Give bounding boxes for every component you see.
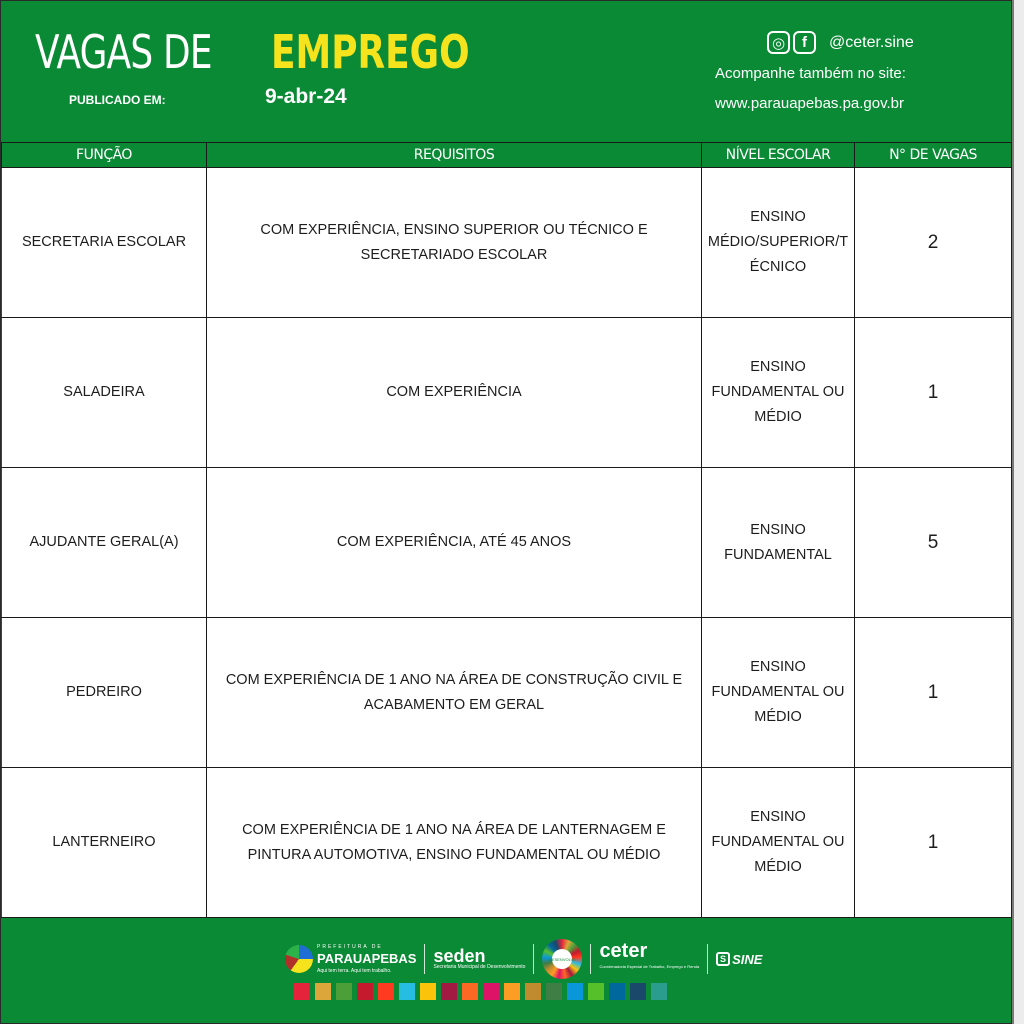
- logo-divider: [590, 944, 591, 974]
- table-row: [2, 468, 1012, 618]
- column-header-funcao: FUNÇÃO: [2, 143, 207, 168]
- cell-requisitos: COM EXPERIÊNCIA: [207, 318, 702, 468]
- site-link[interactable]: www.parauapebas.pa.gov.br: [715, 95, 905, 112]
- logo-divider: [707, 944, 708, 974]
- sdg-goal-1-icon: [294, 983, 310, 1000]
- sdg-goals-strip: [294, 983, 667, 1000]
- cell-requisitos: COM EXPERIÊNCIA, ATÉ 45 ANOS: [207, 468, 702, 618]
- cell-nivel-escolar: ENSINO FUNDAMENTAL OU MÉDIO: [702, 318, 855, 468]
- sine-logo: [716, 952, 762, 967]
- cell-funcao: PEDREIRO: [2, 618, 207, 768]
- title-emprego: EMPREGO: [271, 25, 470, 79]
- desenvolve-label: DESENVOLVE: [552, 949, 572, 969]
- header: [1, 1, 1011, 141]
- sdg-goal-17-icon: [630, 983, 646, 1000]
- partner-logos: [285, 939, 762, 979]
- cell-requisitos: COM EXPERIÊNCIA DE 1 ANO NA ÁREA DE LANTERNAGEM E PINTURA AUTOMOTIVA, ENSINO FUNDAMENTAL OU MÉDIO: [207, 768, 702, 918]
- parauapebas-slogan: Aqui tem terra. Aqui tem trabalho.: [317, 968, 392, 974]
- table-row: [2, 618, 1012, 768]
- sdg-goal-3-icon: [336, 983, 352, 1000]
- sdg-goal-14-icon: [567, 983, 583, 1000]
- published-label: PUBLICADO EM:: [69, 93, 166, 107]
- cell-funcao: SECRETARIA ESCOLAR: [2, 168, 207, 318]
- cell-vagas: 2: [855, 168, 1012, 318]
- logo-divider: [424, 944, 425, 974]
- cell-funcao: AJUDANTE GERAL(A): [2, 468, 207, 618]
- table-row: [2, 768, 1012, 918]
- sdg-goal-18-icon: [651, 983, 667, 1000]
- sine-s-icon: S: [716, 952, 730, 966]
- sine-name: SINE: [732, 951, 763, 967]
- instagram-icon[interactable]: ◎: [767, 31, 790, 54]
- footer-logos: [1, 919, 1011, 1023]
- seden-sub: Secretaria Municipal de Desenvolvimento: [433, 964, 526, 970]
- sdg-goal-4-icon: [357, 983, 373, 1000]
- facebook-icon[interactable]: f: [793, 31, 816, 54]
- sdg-goal-11-icon: [504, 983, 520, 1000]
- page-edge-scrollbar: [1012, 0, 1024, 1024]
- cell-nivel-escolar: ENSINO FUNDAMENTAL OU MÉDIO: [702, 618, 855, 768]
- cell-vagas: 1: [855, 618, 1012, 768]
- column-header-nivel-escolar: NÍVEL ESCOLAR: [702, 143, 855, 168]
- sdg-goal-5-icon: [378, 983, 394, 1000]
- published-date: 9-abr-24: [265, 85, 347, 108]
- parauapebas-small: PREFEITURA DE: [317, 944, 383, 950]
- cell-funcao: SALADEIRA: [2, 318, 207, 468]
- column-header-requisitos: REQUISITOS: [207, 143, 702, 168]
- social-handle[interactable]: @ceter.sine: [829, 33, 914, 51]
- sdg-goal-15-icon: [588, 983, 604, 1000]
- seden-logo: [433, 948, 525, 970]
- sdg-goal-8-icon: [441, 983, 457, 1000]
- parauapebas-logo: [285, 941, 416, 977]
- sdg-goal-6-icon: [399, 983, 415, 1000]
- parauapebas-emblem-icon: [285, 945, 313, 973]
- cell-nivel-escolar: ENSINO FUNDAMENTAL: [702, 468, 855, 618]
- cell-requisitos: COM EXPERIÊNCIA, ENSINO SUPERIOR OU TÉCNICO E SECRETARIADO ESCOLAR: [207, 168, 702, 318]
- follow-text: Acompanhe também no site:: [715, 65, 906, 82]
- sdg-goal-7-icon: [420, 983, 436, 1000]
- title-vagas-de: VAGAS DE: [35, 25, 212, 79]
- ceter-logo: [599, 940, 700, 975]
- cell-funcao: LANTERNEIRO: [2, 768, 207, 918]
- sdg-goal-16-icon: [609, 983, 625, 1000]
- logo-divider: [533, 944, 534, 974]
- sdg-goal-10-icon: [483, 983, 499, 1000]
- desenvolve-ods-wheel-icon: [542, 939, 582, 979]
- jobs-table: [1, 142, 1012, 918]
- column-header-vagas: N° DE VAGAS: [855, 143, 1012, 168]
- social-links: [767, 31, 914, 54]
- sdg-goal-13-icon: [546, 983, 562, 1000]
- cell-vagas: 1: [855, 768, 1012, 918]
- seden-name: seden: [433, 946, 486, 966]
- cell-requisitos: COM EXPERIÊNCIA DE 1 ANO NA ÁREA DE CONSTRUÇÃO CIVIL E ACABAMENTO EM GERAL: [207, 618, 702, 768]
- cell-nivel-escolar: ENSINO FUNDAMENTAL OU MÉDIO: [702, 768, 855, 918]
- parauapebas-name: PARAUAPEBAS: [317, 951, 417, 966]
- cell-nivel-escolar: ENSINO MÉDIO/SUPERIOR/T ÉCNICO: [702, 168, 855, 318]
- table-header-row: [2, 143, 1012, 168]
- cell-vagas: 5: [855, 468, 1012, 618]
- cell-vagas: 1: [855, 318, 1012, 468]
- sdg-goal-2-icon: [315, 983, 331, 1000]
- sdg-goal-9-icon: [462, 983, 478, 1000]
- sdg-goal-12-icon: [525, 983, 541, 1000]
- table-row: [2, 318, 1012, 468]
- table-row: [2, 168, 1012, 318]
- ceter-sub: Coordenadoria Especial de Trabalho, Emprego e Renda: [599, 964, 700, 969]
- ceter-name: ceter: [599, 940, 648, 962]
